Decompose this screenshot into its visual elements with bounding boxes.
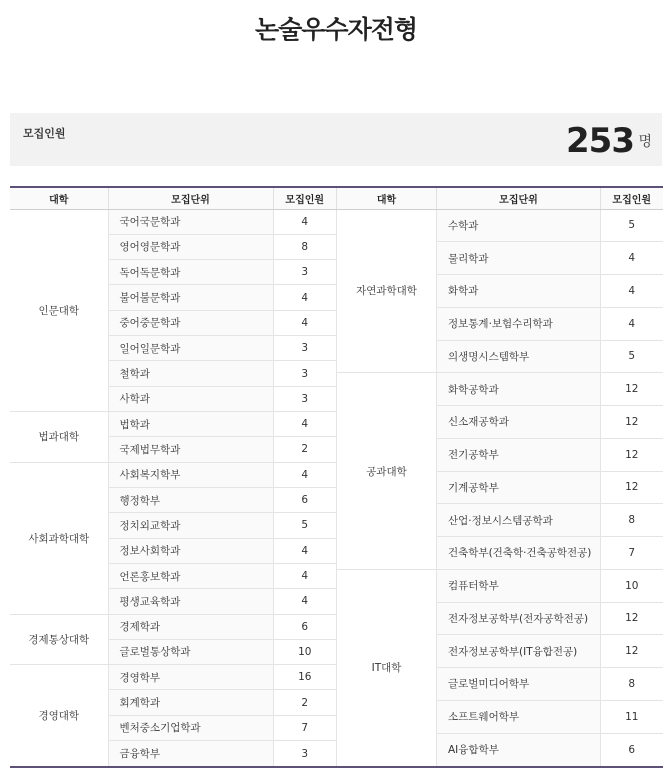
table-header-row [10,187,336,209]
count-cell: 4 [273,589,336,614]
header-count: 모집인원 [273,187,336,209]
count-cell: 6 [273,614,336,639]
unit-cell: 독어독문학과 [108,260,273,285]
header-count: 모집인원 [601,187,663,209]
admission-table-left [10,186,336,768]
count-cell: 2 [273,690,336,715]
count-cell: 4 [601,307,663,340]
unit-cell: 글로벌통상학과 [108,639,273,664]
table-row [337,209,663,242]
count-cell: 7 [273,715,336,740]
count-cell: 3 [273,741,336,767]
college-cell: 인문대학 [10,209,108,412]
count-cell: 6 [273,487,336,512]
count-cell: 16 [273,665,336,690]
unit-cell: 중어중문학과 [108,310,273,335]
unit-cell: 화학공학과 [437,373,601,406]
summary-count: 253 [566,121,634,161]
count-cell: 11 [601,700,663,733]
count-cell: 12 [601,373,663,406]
table-row [337,373,663,406]
unit-cell: 불어불문학과 [108,285,273,310]
unit-cell: 금융학부 [108,741,273,767]
unit-cell: 법학과 [108,412,273,437]
unit-cell: 행정학부 [108,487,273,512]
header-college: 대학 [337,187,437,209]
unit-cell: 사학과 [108,386,273,411]
count-cell: 12 [601,602,663,635]
unit-cell: 수학과 [437,209,601,242]
unit-cell: 의생명시스템학부 [437,340,601,373]
count-cell: 12 [601,471,663,504]
header-unit: 모집단위 [437,187,601,209]
unit-cell: 국제법무학과 [108,437,273,462]
count-cell: 8 [601,504,663,537]
summary-unit: 명 [638,134,652,150]
count-cell: 8 [601,668,663,701]
unit-cell: 전자정보공학부(IT융합전공) [437,635,601,668]
count-cell: 5 [601,209,663,242]
unit-cell: 언론홍보학과 [108,563,273,588]
college-cell: 자연과학대학 [337,209,437,373]
count-cell: 10 [273,639,336,664]
unit-cell: 정치외교학과 [108,513,273,538]
header-college: 대학 [10,187,108,209]
table-row [10,412,336,437]
table-row [337,569,663,602]
count-cell: 5 [273,513,336,538]
unit-cell: 평생교육학과 [108,589,273,614]
unit-cell: 글로벌미디어학부 [437,668,601,701]
header-unit: 모집단위 [108,187,273,209]
unit-cell: 물리학과 [437,242,601,275]
college-cell: IT대학 [337,569,437,767]
unit-cell: 화학과 [437,275,601,308]
unit-cell: 전자정보공학부(전자공학전공) [437,602,601,635]
unit-cell: 정보사회학과 [108,538,273,563]
unit-cell: 컴퓨터학부 [437,569,601,602]
count-cell: 4 [601,275,663,308]
count-cell: 4 [273,310,336,335]
unit-cell: 산업·정보시스템공학과 [437,504,601,537]
count-cell: 3 [273,386,336,411]
admission-table-wrapper [10,186,662,768]
table-row [10,665,336,690]
unit-cell: 벤처중소기업학과 [108,715,273,740]
unit-cell: 소프트웨어학부 [437,700,601,733]
count-cell: 10 [601,569,663,602]
count-cell: 4 [273,563,336,588]
college-cell: 법과대학 [10,412,108,463]
count-cell: 4 [273,285,336,310]
unit-cell: 경영학부 [108,665,273,690]
count-cell: 7 [601,537,663,570]
count-cell: 6 [601,733,663,767]
page-title: 논술우수자전형 [254,15,418,44]
count-cell: 4 [273,462,336,487]
college-cell: 공과대학 [337,373,437,570]
unit-cell: 정보통계·보험수리학과 [437,307,601,340]
unit-cell: 회계학과 [108,690,273,715]
unit-cell: 일어일문학과 [108,336,273,361]
unit-cell: 영어영문학과 [108,234,273,259]
count-cell: 12 [601,406,663,439]
unit-cell: 전기공학부 [437,438,601,471]
count-cell: 4 [273,538,336,563]
table-row [10,462,336,487]
count-cell: 2 [273,437,336,462]
unit-cell: 사회복지학부 [108,462,273,487]
unit-cell: 철학과 [108,361,273,386]
count-cell: 5 [601,340,663,373]
count-cell: 12 [601,438,663,471]
count-cell: 12 [601,635,663,668]
table-row [10,209,336,234]
unit-cell: 신소재공학과 [437,406,601,439]
table-row [10,614,336,639]
unit-cell: 국어국문학과 [108,209,273,234]
unit-cell: 경제학과 [108,614,273,639]
summary-label: 모집인원 [23,127,66,140]
count-cell: 3 [273,361,336,386]
count-cell: 4 [601,242,663,275]
unit-cell: 기계공학부 [437,471,601,504]
unit-cell: AI융합학부 [437,733,601,767]
college-cell: 사회과학대학 [10,462,108,614]
admission-table-right [336,186,663,768]
unit-cell: 건축학부(건축학·건축공학전공) [437,537,601,570]
table-header-row [337,187,663,209]
count-cell: 3 [273,260,336,285]
count-cell: 4 [273,412,336,437]
recruitment-summary [10,113,662,166]
count-cell: 3 [273,336,336,361]
college-cell: 경제통상대학 [10,614,108,665]
college-cell: 경영대학 [10,665,108,767]
count-cell: 8 [273,234,336,259]
count-cell: 4 [273,209,336,234]
